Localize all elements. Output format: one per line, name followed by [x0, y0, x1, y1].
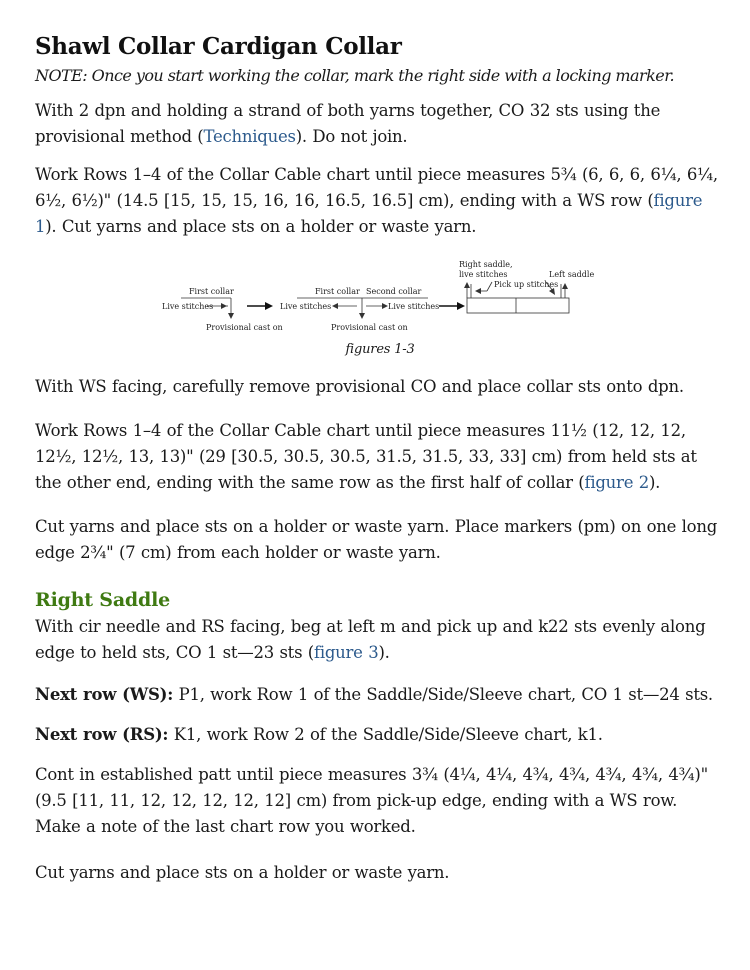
label-live-stitches: Live stitches	[162, 302, 214, 311]
row-label: Next row (RS):	[35, 725, 169, 744]
flow-arrow-head	[265, 302, 273, 310]
paragraph-cut-yarns: Cut yarns and place sts on a holder or waste yarn.	[35, 863, 450, 882]
paragraph-remove-co: With WS facing, carefully remove provisional CO and place collar sts onto dpn.	[35, 377, 684, 396]
figure-2-link[interactable]: figure 2	[584, 473, 649, 492]
figure-1-link[interactable]: figure 1	[35, 191, 703, 236]
paragraph-next-row-ws	[35, 682, 725, 708]
text: ). Cut yarns and place sts on a holder or waste yarn.	[45, 217, 477, 236]
techniques-link[interactable]: Techniques	[203, 127, 296, 146]
text: ). Do not join.	[295, 127, 408, 146]
text: ).	[378, 643, 390, 662]
figure-diagram	[35, 258, 725, 364]
text: With cir needle and RS facing, beg at left m and pick up and k22 sts evenly along edge to held sts, CO 1 st—23 sts (	[35, 617, 706, 662]
label-second-collar: Second collar	[366, 287, 422, 296]
row-label: Next row (WS):	[35, 685, 174, 704]
figure-caption: figures 1-3	[345, 342, 415, 357]
arrow-head	[221, 303, 227, 309]
collar-diagram	[35, 258, 725, 342]
label-pick-up-stitches: Pick up stitches	[494, 280, 559, 289]
paragraph-first-half	[35, 162, 725, 240]
text: Work Rows 1–4 of the Collar Cable chart until piece measures 5¾ (6, 6, 6, 6¼, 6¼, 6½, 6½)" (14.5 [15, 15, 15, 16, 16, 16.5, 16.5] cm), ending with a WS row (	[35, 165, 718, 210]
text: K1, work Row 2 of the Saddle/Side/Sleeve chart, k1.	[168, 725, 603, 744]
label-first-collar: First collar	[189, 287, 234, 296]
label-right-saddle: Right saddle,	[459, 260, 513, 269]
label-provisional-cast-on: Provisional cast on	[206, 323, 283, 332]
paragraph-markers: Cut yarns and place sts on a holder or waste yarn. Place markers (pm) on one long edge 2¾" (7 cm) from each holder or waste yarn.	[35, 517, 718, 562]
saddle-body	[467, 298, 569, 313]
paragraph-pick-up	[35, 614, 725, 666]
label-provisional-cast-on-2: Provisional cast on	[331, 323, 408, 332]
paragraph-second-half	[35, 418, 725, 496]
arrow-head	[228, 313, 234, 319]
text: ).	[648, 473, 661, 492]
paragraph-continue: Cont in established patt until piece measures 3¾ (4¼, 4¼, 4¾, 4¾, 4¾, 4¾, 4¾)" (9.5 [11, 11, 12, 12, 12, 12, 12] cm) from pick-up edge, ending with a WS row. Make a note of the last chart row you worked.	[35, 765, 708, 836]
page	[35, 30, 725, 886]
note: NOTE: Once you start working the collar, mark the right side with a locking marker.	[35, 66, 675, 85]
page-title: Shawl Collar Cardigan Collar	[35, 33, 402, 60]
text: With 2 dpn and holding a strand of both yarns together, CO 32 sts using the provisional method (	[35, 101, 661, 146]
paragraph-cast-on	[35, 98, 725, 150]
paragraph-next-row-rs	[35, 722, 725, 748]
label-live-stitches-2a: Live stitches	[280, 302, 332, 311]
text: Work Rows 1–4 of the Collar Cable chart until piece measures 11½ (12, 12, 12, 12½, 12½, 13, 13)" (29 [30.5, 30.5, 30.5, 31.5, 31.5, 33, 33] cm) from held sts at the other end, ending with the same row as the first half of collar (	[35, 421, 697, 492]
label-left-saddle: Left saddle	[549, 270, 595, 279]
label-live-stitches-2b: Live stitches	[388, 302, 440, 311]
figure-3-link[interactable]: figure 3	[313, 643, 379, 662]
text: P1, work Row 1 of the Saddle/Side/Sleeve chart, CO 1 st—24 sts.	[173, 685, 713, 704]
label-first-collar-2: First collar	[315, 287, 360, 296]
section-heading-right-saddle: Right Saddle	[35, 589, 171, 611]
label-right-saddle-live: live stitches	[459, 270, 508, 279]
